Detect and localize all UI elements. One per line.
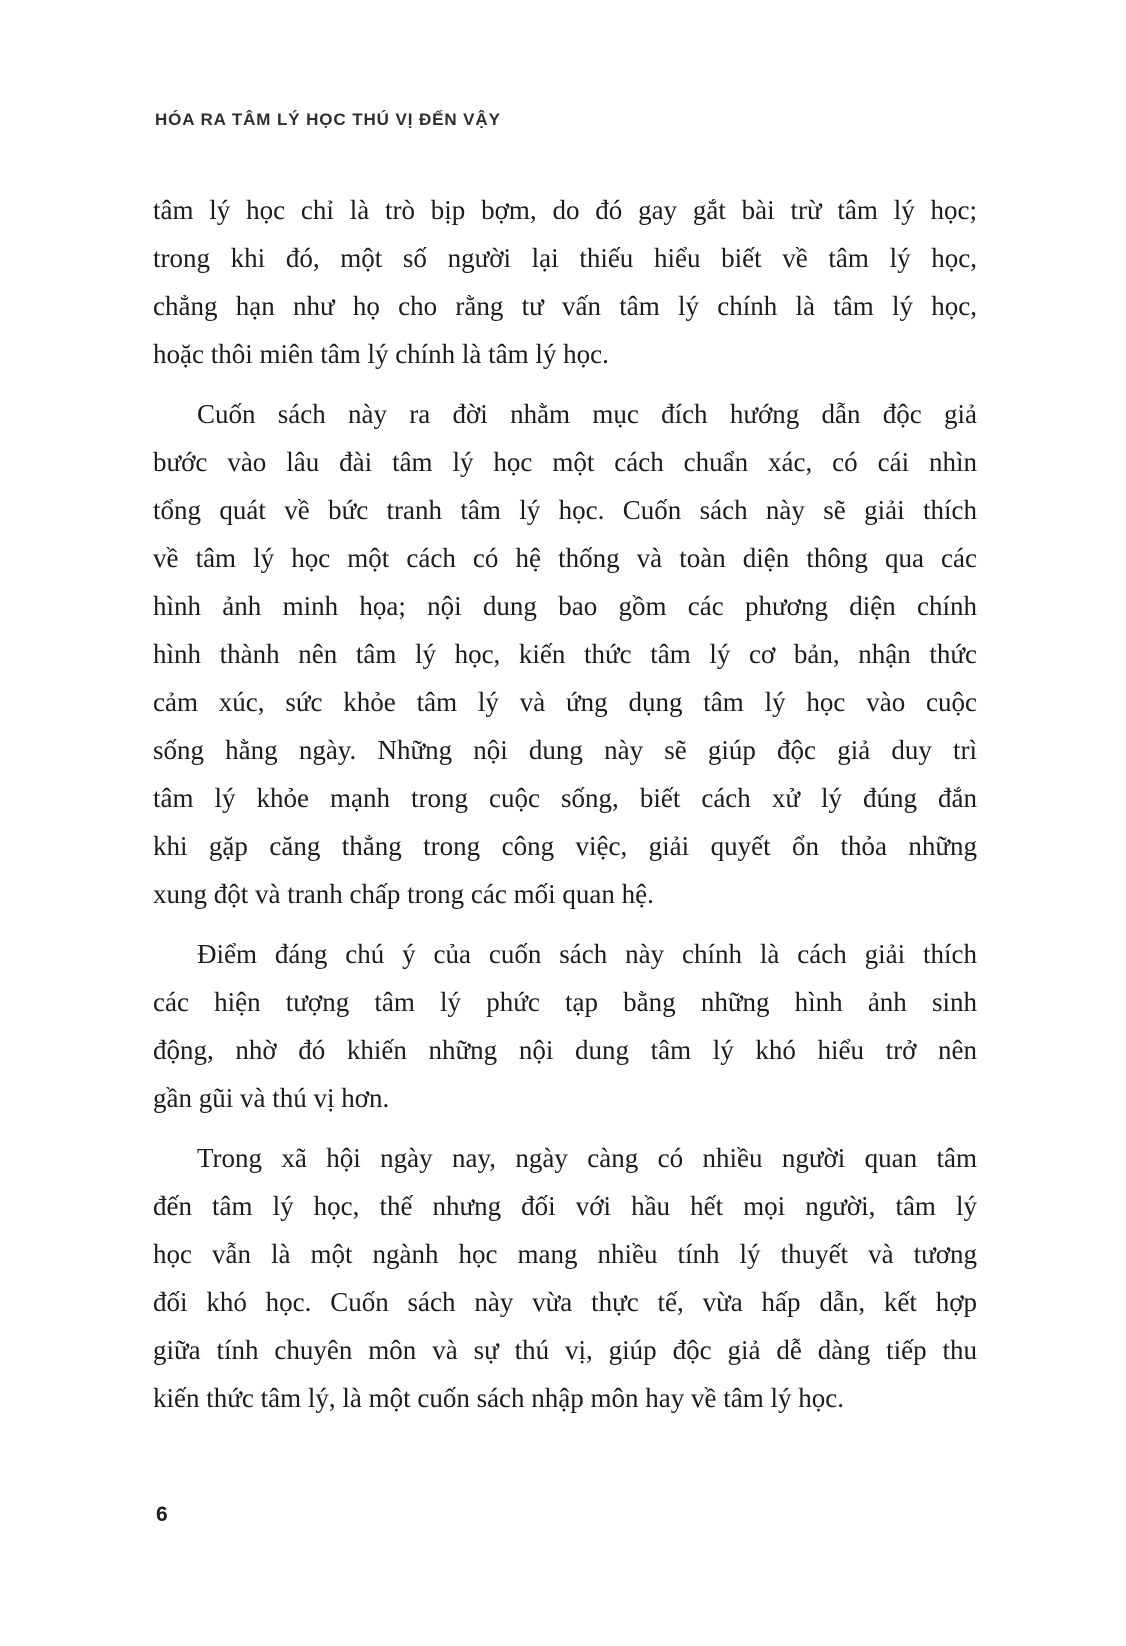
text-line: khi gặp căng thẳng trong công việc, giải quyết ổn thỏa những [153,831,977,861]
text-line: đối khó học. Cuốn sách này vừa thực tế, vừa hấp dẫn, kết hợp [153,1287,977,1317]
running-header: HÓA RA TÂM LÝ HỌC THÚ VỊ ĐẾN VẬY [155,110,501,129]
paragraph [153,186,977,378]
text-line: cảm xúc, sức khỏe tâm lý và ứng dụng tâm lý học vào cuộc [153,687,977,717]
paragraph [153,1134,977,1422]
text-line: hình thành nên tâm lý học, kiến thức tâm lý cơ bản, nhận thức [153,639,977,669]
text-line: hoặc thôi miên tâm lý chính là tâm lý học. [153,339,609,369]
text-line: tổng quát về bức tranh tâm lý học. Cuốn sách này sẽ giải thích [153,495,977,525]
text-line: động, nhờ đó khiến những nội dung tâm lý khó hiểu trở nên [153,1035,977,1065]
page-number: 6 [156,1503,168,1526]
text-line: các hiện tượng tâm lý phức tạp bằng những hình ảnh sinh [153,987,977,1017]
text-line: tâm lý khỏe mạnh trong cuộc sống, biết cách xử lý đúng đắn [153,783,977,813]
text-line: Điểm đáng chú ý của cuốn sách này chính là cách giải thích [197,939,977,969]
body-text [153,186,977,1422]
text-line: sống hằng ngày. Những nội dung này sẽ giúp độc giả duy trì [153,735,977,765]
text-line: xung đột và tranh chấp trong các mối quan hệ. [153,879,654,909]
text-line: học vẫn là một ngành học mang nhiều tính lý thuyết và tương [153,1239,977,1269]
text-line: đến tâm lý học, thế nhưng đối với hầu hết mọi người, tâm lý [153,1191,977,1221]
text-line: bước vào lâu đài tâm lý học một cách chuẩn xác, có cái nhìn [153,447,977,477]
text-line: Trong xã hội ngày nay, ngày càng có nhiều người quan tâm [197,1143,977,1173]
text-line: chẳng hạn như họ cho rằng tư vấn tâm lý chính là tâm lý học, [153,291,977,321]
text-line: trong khi đó, một số người lại thiếu hiểu biết về tâm lý học, [153,243,977,273]
text-line: kiến thức tâm lý, là một cuốn sách nhập môn hay về tâm lý học. [153,1383,844,1413]
text-line: về tâm lý học một cách có hệ thống và toàn diện thông qua các [153,543,977,573]
text-line: hình ảnh minh họa; nội dung bao gồm các phương diện chính [153,591,977,621]
text-line: tâm lý học chỉ là trò bịp bợm, do đó gay gắt bài trừ tâm lý học; [153,195,977,225]
text-line: giữa tính chuyên môn và sự thú vị, giúp độc giả dễ dàng tiếp thu [153,1335,977,1365]
paragraph [153,390,977,918]
text-line: gần gũi và thú vị hơn. [153,1083,390,1113]
text-line: Cuốn sách này ra đời nhằm mục đích hướng dẫn độc giả [197,399,977,429]
paragraph [153,930,977,1122]
